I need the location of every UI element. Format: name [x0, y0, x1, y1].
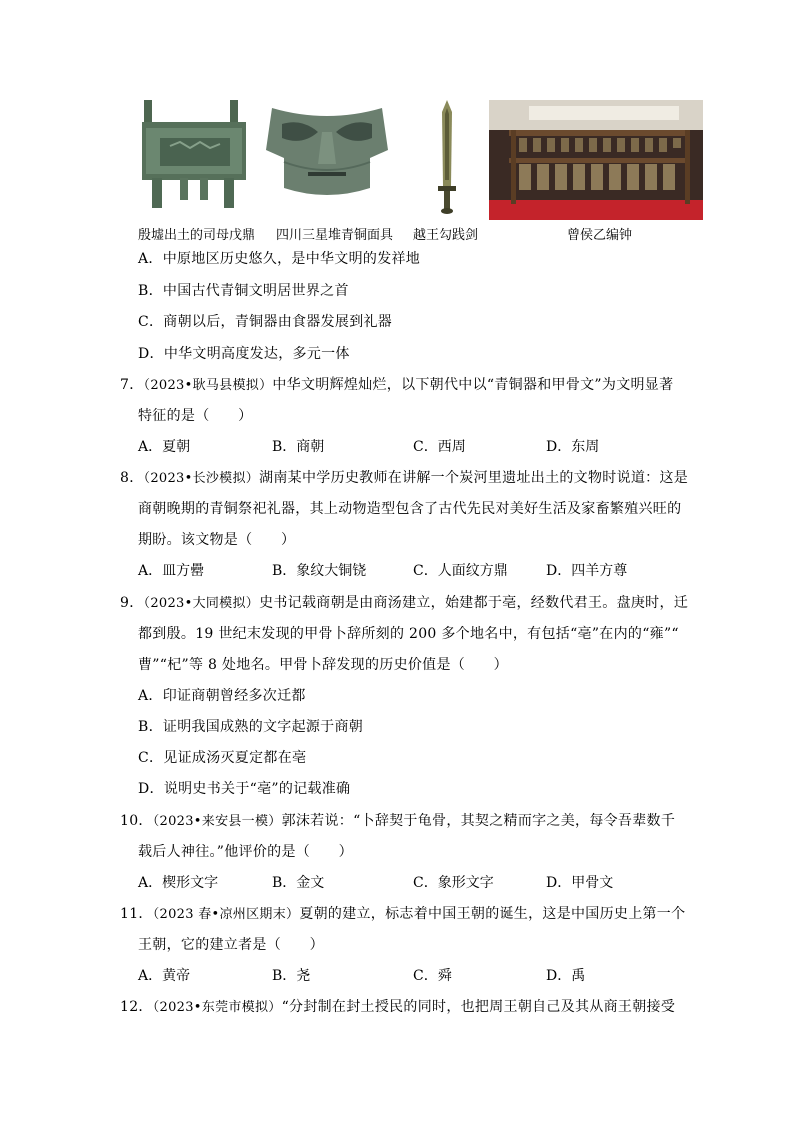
q12-stem-line1: 12．（2023•东莞市模拟）“分封制在封土授民的同时，也把周王朝自己及其从商王朝接受 — [120, 999, 676, 1015]
q10-option-c: C．象形文字 — [413, 875, 494, 891]
q11-option-a: A．黄帝 — [138, 968, 191, 984]
q8-option-a: A．皿方罍 — [138, 563, 205, 579]
q9-stem-line1: 9．（2023•大同模拟）史书记载商朝是由商汤建立，始建都于亳，经数代君王。盘庚时，迁 — [120, 595, 689, 611]
q9-option-a: A．印证商朝曾经多次迁都 — [138, 688, 306, 704]
q8-source: （2023•长沙模拟） — [143, 471, 260, 486]
goujian-sword-image — [436, 100, 458, 216]
q11-source: （2023 春•凉州区期末） — [152, 907, 300, 922]
q8-stem-line1: 8．（2023•长沙模拟）湖南某中学历史教师在讲解一个炭河里遗址出土的文物时说道：这是 — [120, 470, 689, 486]
q8-stem-line2: 商朝晚期的青铜祭祀礼器，其上动物造型包含了古代先民对美好生活及家畜繁殖兴旺的 — [138, 501, 682, 517]
q10-option-a: A．楔形文字 — [138, 875, 219, 891]
q11-stem-line1: 11．（2023 春•凉州区期末）夏朝的建立，标志着中国王朝的诞生，这是中国历史上第一个 — [120, 906, 686, 922]
q11-option-d: D．禹 — [546, 968, 586, 984]
q7-source: （2023•耿马县模拟） — [143, 378, 273, 393]
q7-option-a: A．夏朝 — [138, 439, 191, 455]
q7-stem-line2: 特征的是（ ） — [138, 408, 253, 424]
q10-source: （2023•来安县一模） — [152, 814, 282, 829]
q6-option-b: B．中国古代青铜文明居世界之首 — [138, 283, 349, 299]
q9-option-c: C．见证成汤灭夏定都在亳 — [138, 750, 307, 766]
q7-option-c: C．西周 — [413, 439, 466, 455]
q9-option-d: D．说明史书关于“亳”的记载准确 — [138, 781, 351, 797]
caption-chime-bells: 曾侯乙编钟 — [567, 228, 633, 243]
simuwu-ding-image — [140, 98, 250, 210]
q8-option-c: C．人面纹方鼎 — [413, 563, 508, 579]
q6-option-d: D．中华文明高度发达，多元一体 — [138, 346, 350, 362]
q9-source: （2023•大同模拟） — [143, 596, 260, 611]
sanxingdui-mask-image — [262, 102, 392, 202]
q11-option-c: C．舜 — [413, 968, 452, 984]
caption-sanxingdui-mask: 四川三星堆青铜面具 — [276, 228, 394, 243]
caption-simuwu-ding: 殷墟出土的司母戊鼎 — [138, 228, 256, 243]
q10-option-b: B．金文 — [272, 875, 325, 891]
q8-option-b: B．象纹大铜铙 — [272, 563, 367, 579]
q12-source: （2023•东莞市模拟） — [152, 1000, 282, 1015]
q7-stem-line1: 7．（2023•耿马县模拟）中华文明辉煌灿烂，以下朝代中以“青铜器和甲骨文”为文明显著 — [120, 377, 674, 393]
q11-option-b: B．尧 — [272, 968, 311, 984]
q10-option-d: D．甲骨文 — [546, 875, 614, 891]
q7-option-b: B．商朝 — [272, 439, 325, 455]
q7-option-d: D．东周 — [546, 439, 600, 455]
q6-option-a: A．中原地区历史悠久，是中华文明的发祥地 — [138, 251, 421, 267]
caption-goujian-sword: 越王勾践剑 — [413, 228, 479, 243]
q6-option-c: C．商朝以后，青铜器由食器发展到礼器 — [138, 314, 393, 330]
q9-stem-line3: 曹”“杞”等 8 处地名。甲骨卜辞发现的历史价值是（ ） — [138, 657, 508, 673]
q10-stem-line1: 10．（2023•来安县一模）郭沫若说：“卜辞契于龟骨，其契之精而字之美，每令吾辈数千 — [120, 813, 676, 829]
zeng-hou-yi-chime-bells-image — [489, 100, 703, 220]
q8-stem-line3: 期盼。该文物是（ ） — [138, 532, 296, 548]
q11-stem-line2: 王朝，它的建立者是（ ） — [138, 937, 324, 953]
q9-stem-line2: 都到殷。19 世纪末发现的甲骨卜辞所刻的 200 多个地名中，有包括“亳”在内的“雍”“ — [138, 626, 679, 642]
q8-option-d: D．四羊方尊 — [546, 563, 628, 579]
q9-option-b: B．证明我国成熟的文字起源于商朝 — [138, 719, 364, 735]
q10-stem-line2: 载后人神往。”他评价的是（ ） — [138, 844, 353, 860]
